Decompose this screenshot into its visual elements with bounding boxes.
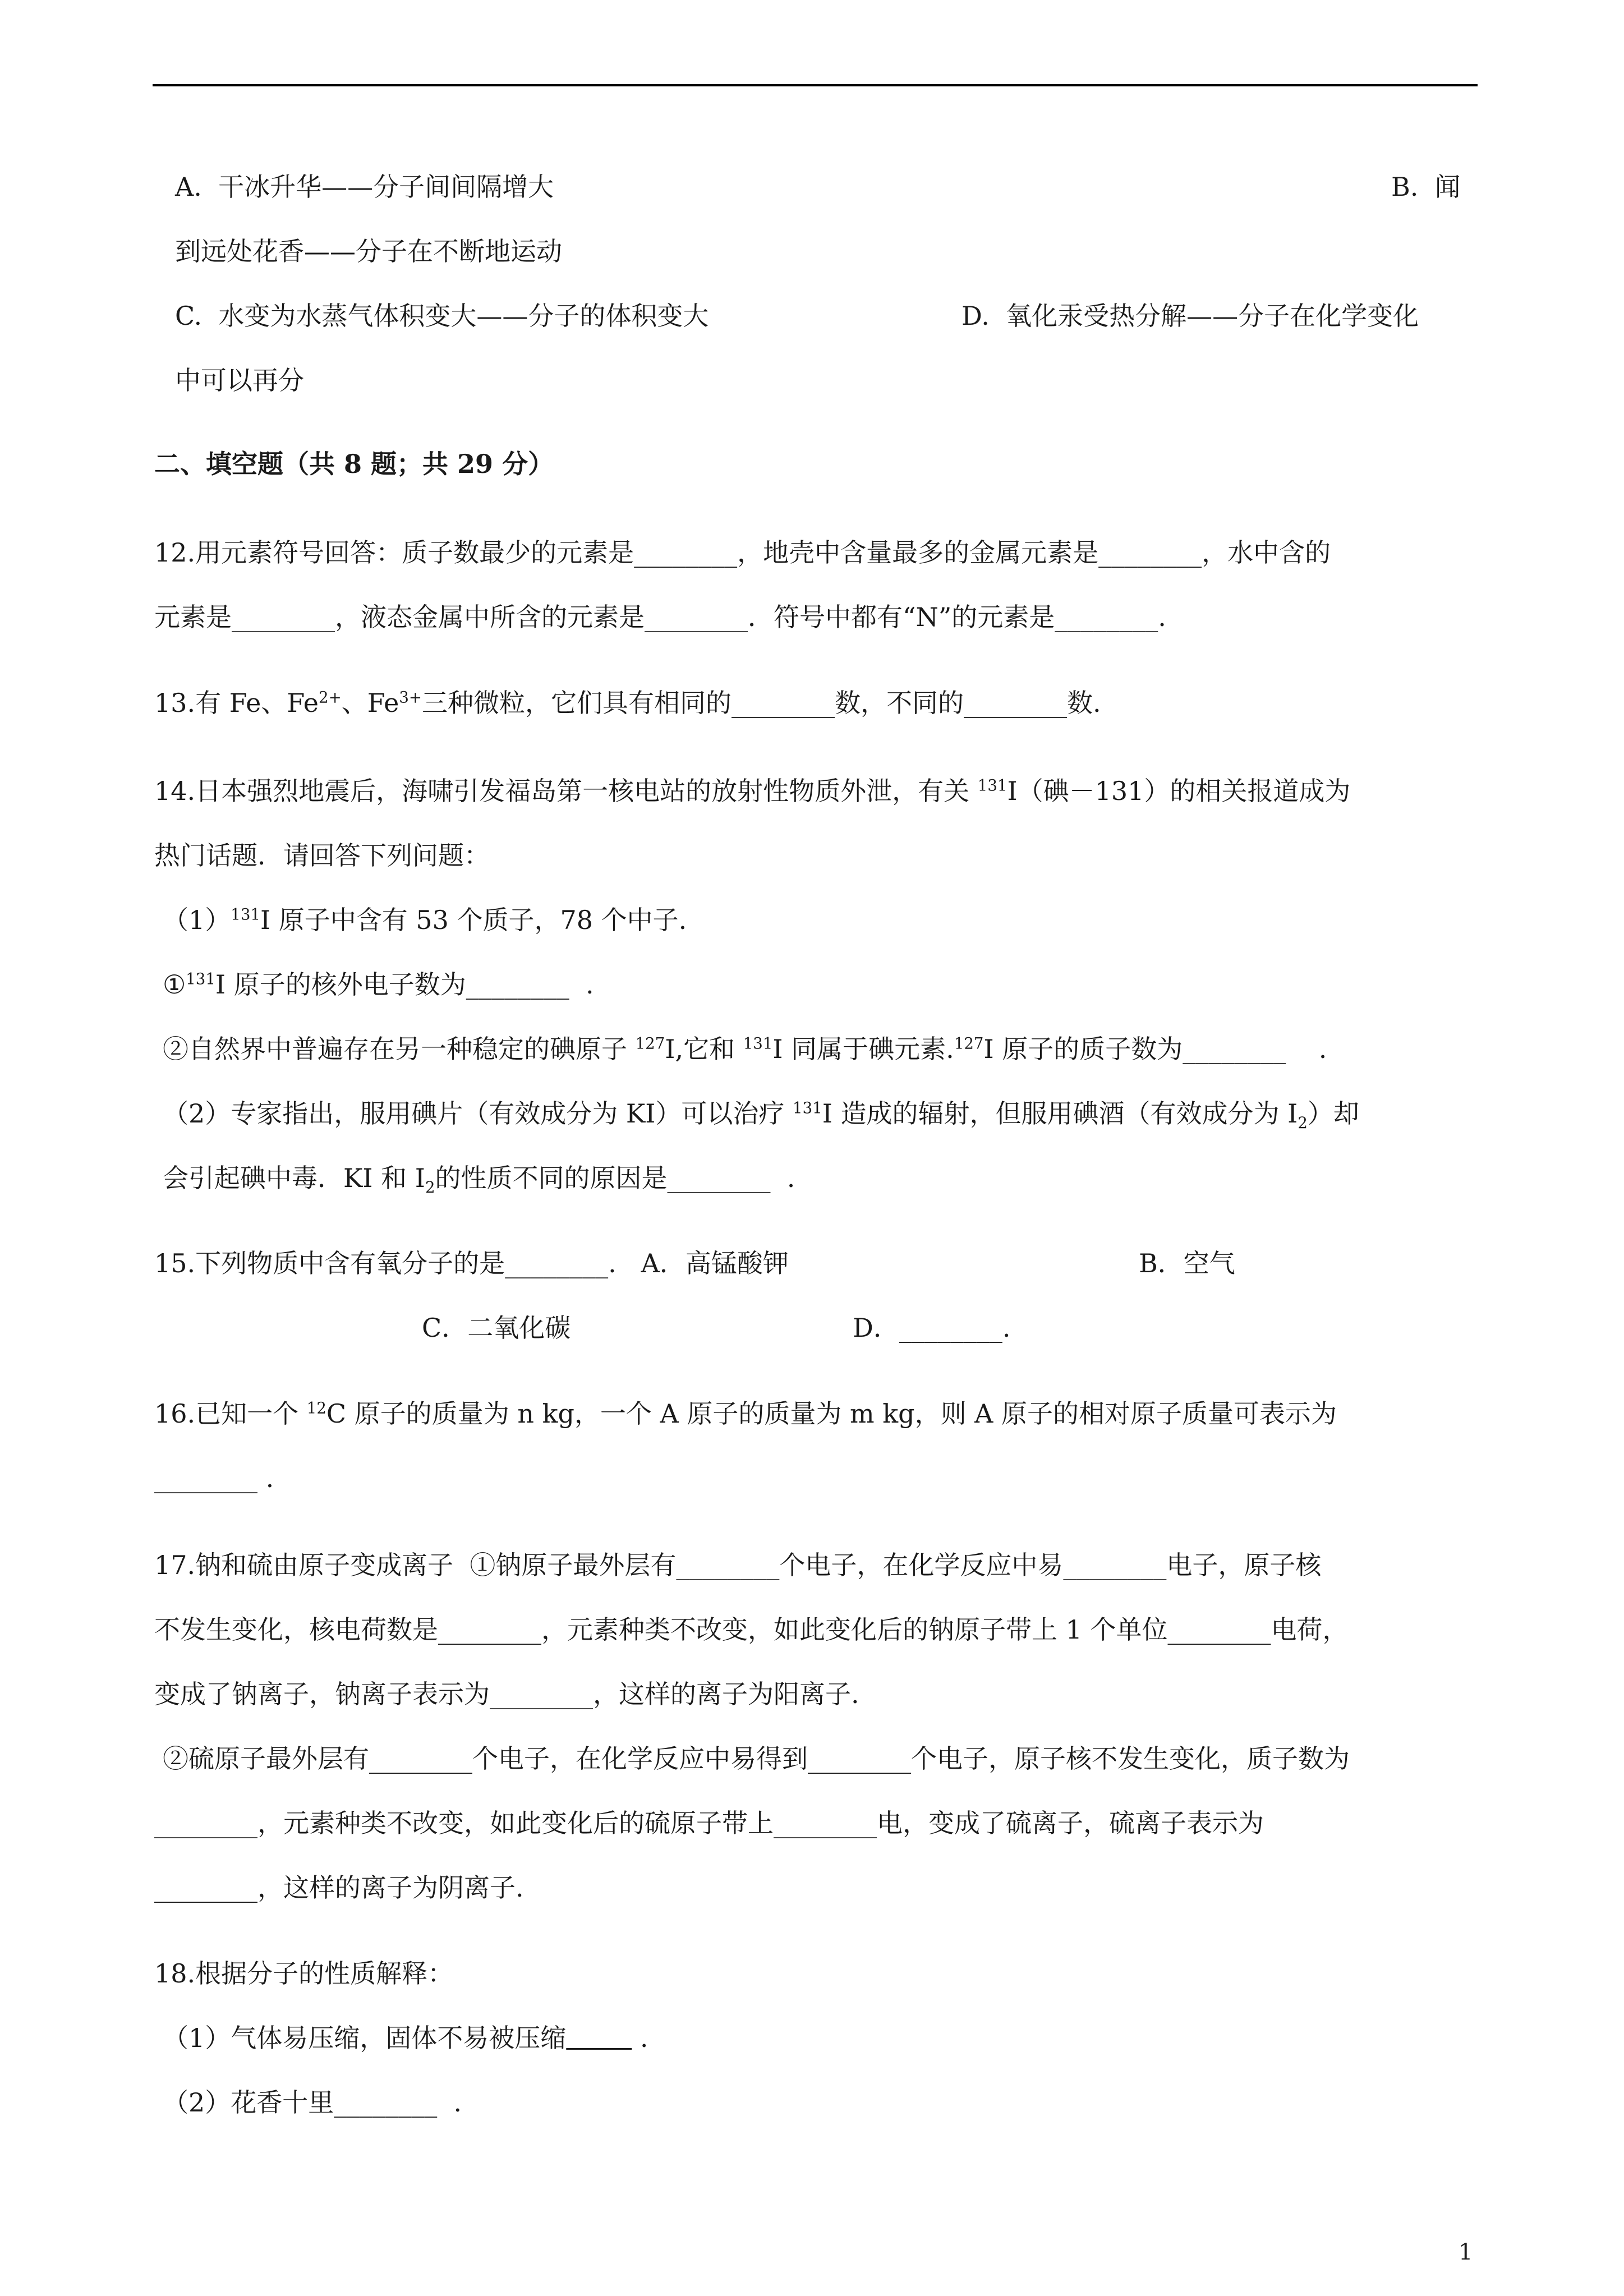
mass-number: 131 xyxy=(793,1098,822,1117)
q16-line-1 xyxy=(154,1397,1337,1430)
section-heading: 二、填空题（共 8 题；共 29 分） xyxy=(154,449,554,479)
q15-stem: 15.下列物质中含有氧分子的是________. A．高锰酸钾 xyxy=(154,1248,789,1278)
q14-text: I（碘－131）的相关报道成为 xyxy=(1007,776,1351,806)
q14-text: I,它和 xyxy=(665,1034,743,1064)
q12-line-2: 元素是________，液态金属中所含的元素是________．符号中都有“N”的元素是________. xyxy=(154,602,1166,632)
q18-text: . xyxy=(632,2023,648,2053)
q18-part-1 xyxy=(163,2021,648,2055)
q16-text: C 原子的质量为 n kg，一个 A 原子的质量为 m kg，则 A 原子的相对原子质量可表示为 xyxy=(326,1398,1337,1429)
q17-line-1: 17.钠和硫由原子变成离子 ①钠原子最外层有________个电子，在化学反应中易________电子，原子核 xyxy=(154,1550,1322,1580)
q14-sub-2 xyxy=(163,1032,1327,1066)
q14-text: ）却 xyxy=(1307,1098,1359,1129)
q13-charge-3plus: 3+ xyxy=(399,688,422,707)
answer-blank[interactable] xyxy=(566,2023,632,2053)
q14-text: ① xyxy=(163,969,186,1000)
mass-number: 131 xyxy=(977,776,1007,795)
q11-option-a: A. 干冰升华——分子间间隔增大 xyxy=(175,172,554,202)
q13-text-1: 13.有 Fe、Fe xyxy=(154,688,319,718)
q14-part-2-cont xyxy=(163,1161,795,1195)
q14-text: 会引起碘中毒．KI 和 I xyxy=(163,1163,425,1193)
q17-line-3: 变成了钠离子，钠离子表示为________，这样的离子为阳离子. xyxy=(154,1679,859,1709)
q14-sub-1 xyxy=(163,968,594,1001)
header-rule xyxy=(153,84,1478,86)
q14-text: I 造成的辐射，但服用碘酒（有效成分为 I xyxy=(822,1098,1298,1129)
q13-charge-2plus: 2+ xyxy=(319,688,342,707)
q11-option-b-tail: 到远处花香——分子在不断地运动 xyxy=(175,236,562,266)
q15-option-b: B．空气 xyxy=(1139,1248,1235,1278)
q16-line-2: ________ . xyxy=(154,1463,274,1493)
q17-line-6: ________，这样的离子为阴离子. xyxy=(154,1872,524,1903)
q14-text: I 原子中含有 53 个质子，78 个中子. xyxy=(260,905,687,935)
q14-line-1 xyxy=(154,774,1350,808)
q18-stem: 18.根据分子的性质解释： xyxy=(154,1958,454,1989)
q14-part-2 xyxy=(163,1097,1359,1133)
q14-text: （1） xyxy=(163,905,231,935)
q17-line-2: 不发生变化，核电荷数是________，元素种类不改变，如此变化后的钠原子带上 1 个单位________电荷， xyxy=(154,1614,1349,1645)
q13-text-3: 三种微粒，它们具有相同的________数，不同的________数. xyxy=(422,688,1101,718)
q18-part-2: （2）花香十里________ . xyxy=(163,2087,462,2118)
q15-option-d: D．________. xyxy=(853,1313,1011,1343)
q17-line-4: ②硫原子最外层有________个电子，在化学反应中易得到________个电子，原子核不发生变化，质子数为 xyxy=(163,1743,1350,1774)
q11-option-b-head: B. 闻 xyxy=(1391,172,1461,202)
q14-text: 的性质不同的原因是________ . xyxy=(435,1163,795,1193)
q14-text: （2）专家指出，服用碘片（有效成分为 KI）可以治疗 xyxy=(163,1098,793,1129)
mass-number: 127 xyxy=(954,1034,984,1053)
mass-number: 131 xyxy=(231,905,260,924)
q13-line xyxy=(154,686,1101,720)
q14-part-1 xyxy=(163,903,687,937)
mass-number: 131 xyxy=(186,969,215,988)
q14-text: I 同属于碘元素. xyxy=(772,1034,954,1064)
q13-text-2: 、Fe xyxy=(341,688,399,718)
mass-number: 127 xyxy=(635,1034,665,1053)
q14-text: I 原子的核外电子数为________ . xyxy=(215,969,594,1000)
q18-text: （1）气体易压缩，固体不易被压缩 xyxy=(163,2023,567,2053)
q11-option-d-tail: 中可以再分 xyxy=(175,365,304,395)
subscript: 2 xyxy=(425,1178,435,1197)
q17-line-5: ________，元素种类不改变，如此变化后的硫原子带上________电，变成了硫离子，硫离子表示为 xyxy=(154,1808,1264,1838)
q16-text: 16.已知一个 xyxy=(154,1398,307,1429)
q14-text: I 原子的质子数为________ . xyxy=(983,1034,1327,1064)
q11-option-d-head: D. 氧化汞受热分解——分子在化学变化 xyxy=(961,301,1419,331)
q11-option-c: C. 水变为水蒸气体积变大——分子的体积变大 xyxy=(175,301,709,331)
subscript: 2 xyxy=(1298,1114,1308,1133)
q14-text: 14.日本强烈地震后，海啸引发福岛第一核电站的放射性物质外泄，有关 xyxy=(154,776,978,806)
q14-line-2: 热门话题．请回答下列问题： xyxy=(154,840,490,871)
mass-number: 131 xyxy=(743,1034,773,1053)
q15-option-c: C．二氧化碳 xyxy=(422,1313,571,1343)
q14-text: ②自然界中普遍存在另一种稳定的碘原子 xyxy=(163,1034,636,1064)
page-number: 1 xyxy=(1459,2239,1473,2265)
mass-number: 12 xyxy=(306,1398,326,1418)
q12-line-1: 12.用元素符号回答：质子数最少的元素是________，地壳中含量最多的金属元素是________，水中含的 xyxy=(154,537,1331,568)
